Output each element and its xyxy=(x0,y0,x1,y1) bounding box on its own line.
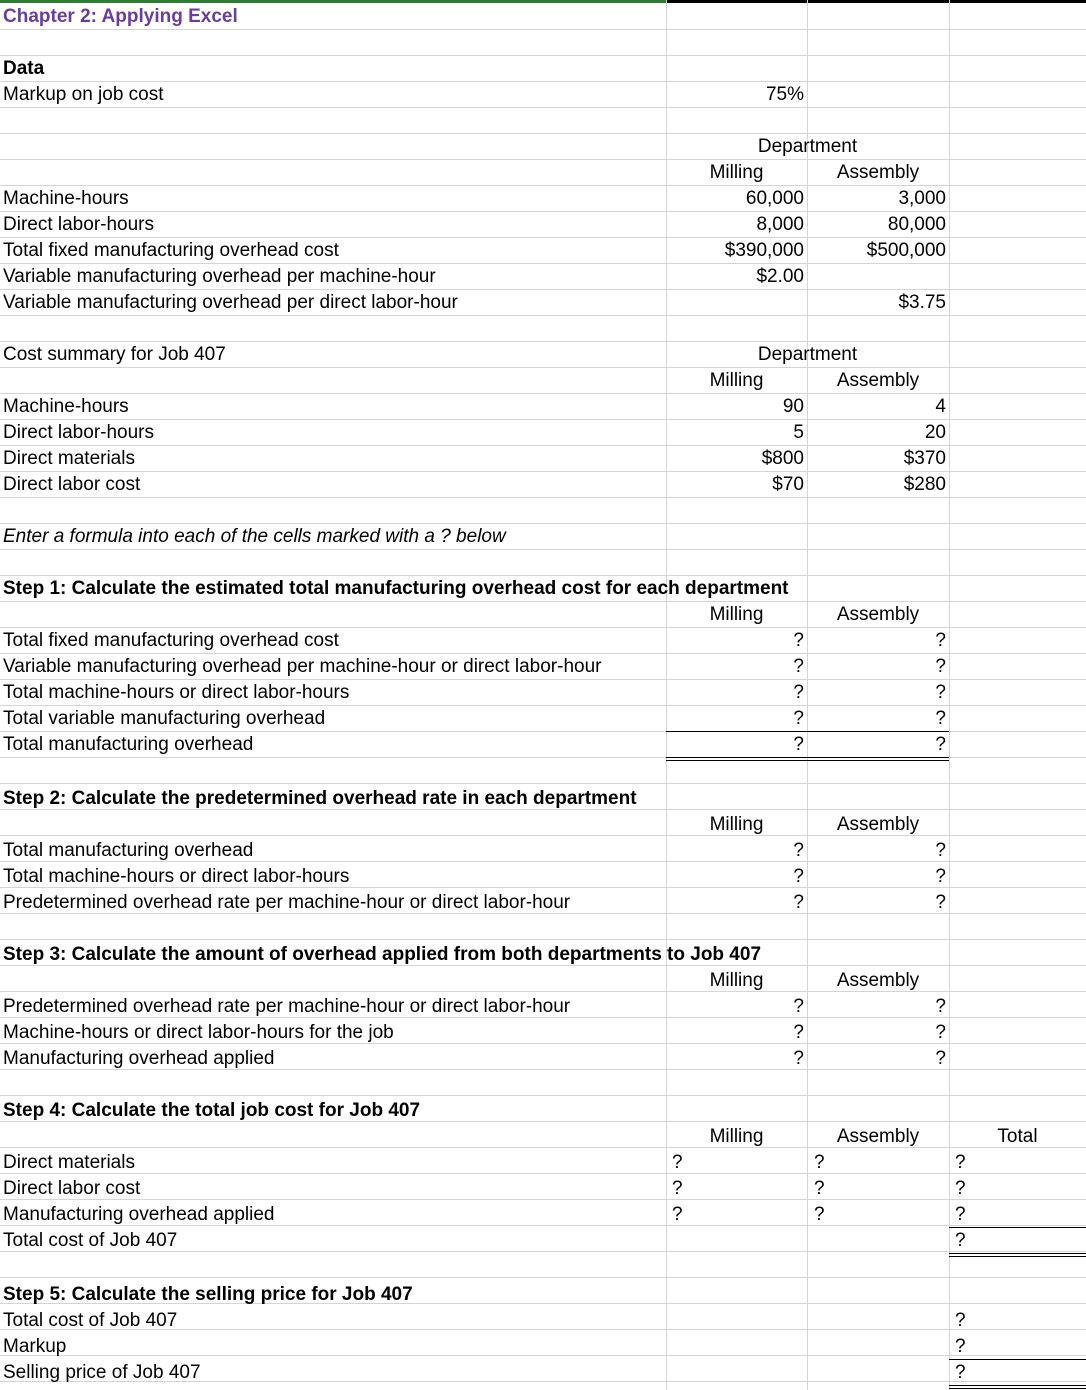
instruction-text: Enter a formula into each of the cells marked with a ? below xyxy=(3,526,506,547)
step2-milling-cell[interactable]: ? xyxy=(793,892,804,913)
step1-total-double-underline xyxy=(666,757,949,761)
step1-row-label: Total machine-hours or direct labor-hours xyxy=(3,682,350,703)
step1-sum-underline xyxy=(666,731,949,732)
step3-assembly-cell[interactable]: ? xyxy=(935,1022,946,1043)
step2-heading: Step 2: Calculate the predetermined overhead rate in each department xyxy=(3,788,637,809)
dept-row-milling-cell[interactable]: $390,000 xyxy=(724,240,804,261)
step2-row-label: Total machine-hours or direct labor-hours xyxy=(3,866,350,887)
step1-assembly-cell[interactable]: ? xyxy=(935,708,946,729)
dept-row-label: Total fixed manufacturing overhead cost xyxy=(3,240,339,261)
step3-milling-cell[interactable]: ? xyxy=(793,996,804,1017)
cost-row-milling-cell[interactable]: 5 xyxy=(793,422,804,443)
step4-milling-header: Milling xyxy=(709,1126,764,1147)
cost-row-assembly-cell[interactable]: $280 xyxy=(903,474,946,495)
step4-row-label: Total cost of Job 407 xyxy=(3,1230,178,1251)
step3-row-label: Machine-hours or direct labor-hours for the job xyxy=(3,1022,394,1043)
step4-total-header: Total xyxy=(997,1126,1038,1147)
cost-row-assembly-cell[interactable]: $370 xyxy=(903,448,946,469)
step1-milling-cell[interactable]: ? xyxy=(793,656,804,677)
dept-row-milling-cell[interactable]: 60,000 xyxy=(745,188,804,209)
cost-row-label: Direct labor-hours xyxy=(3,422,154,443)
grid-row-line xyxy=(0,55,1086,56)
step3-heading: Step 3: Calculate the amount of overhead applied from both departments to Job 407 xyxy=(3,944,762,965)
step4-milling-cell[interactable]: ? xyxy=(672,1152,683,1173)
grid-row-line xyxy=(0,939,1086,940)
step1-row-label: Variable manufacturing overhead per machine-hour or direct labor-hour xyxy=(3,656,602,677)
cost-row-assembly-cell[interactable]: 4 xyxy=(935,396,946,417)
step1-row-label: Total manufacturing overhead xyxy=(3,734,254,755)
cost-summary-heading: Cost summary for Job 407 xyxy=(3,344,226,365)
dept-row-label: Direct labor-hours xyxy=(3,214,154,235)
step1-milling-cell[interactable]: ? xyxy=(793,630,804,651)
step4-assembly-cell[interactable]: ? xyxy=(814,1178,825,1199)
step1-heading: Step 1: Calculate the estimated total manufacturing overhead cost for each department xyxy=(3,578,789,599)
step4-heading: Step 4: Calculate the total job cost for Job 407 xyxy=(3,1100,421,1121)
cost-row-label: Direct labor cost xyxy=(3,474,141,495)
step2-milling-cell[interactable]: ? xyxy=(793,866,804,887)
step3-milling-cell[interactable]: ? xyxy=(793,1048,804,1069)
step4-row-label: Direct materials xyxy=(3,1152,135,1173)
cost-row-milling-cell[interactable]: $800 xyxy=(761,448,804,469)
step4-row-label: Manufacturing overhead applied xyxy=(3,1204,275,1225)
step4-assembly-cell[interactable]: ? xyxy=(814,1204,825,1225)
step5-heading: Step 5: Calculate the selling price for Job 407 xyxy=(3,1284,413,1305)
step3-row-label: Manufacturing overhead applied xyxy=(3,1048,275,1069)
step1-milling-cell[interactable]: ? xyxy=(793,708,804,729)
step5-total-double-underline xyxy=(949,1385,1086,1389)
sheet-title: Chapter 2: Applying Excel xyxy=(3,6,238,27)
dept-row-milling-cell[interactable]: 8,000 xyxy=(756,214,804,235)
step2-assembly-cell[interactable]: ? xyxy=(935,892,946,913)
cost-milling-header: Milling xyxy=(709,370,764,391)
step3-assembly-cell[interactable]: ? xyxy=(935,996,946,1017)
grid-row-line xyxy=(0,1095,1086,1096)
step4-total-cell[interactable]: ? xyxy=(955,1178,966,1199)
step2-assembly-cell[interactable]: ? xyxy=(935,866,946,887)
step3-assembly-cell[interactable]: ? xyxy=(935,1048,946,1069)
dept-milling-header: Milling xyxy=(709,162,764,183)
grid-row-line xyxy=(0,1355,1086,1356)
step4-sum-underline xyxy=(949,1227,1086,1228)
cost-assembly-header: Assembly xyxy=(836,370,920,391)
step3-milling-header: Milling xyxy=(709,970,764,991)
dept-row-milling-cell[interactable] xyxy=(666,290,807,316)
markup-label: Markup on job cost xyxy=(3,84,164,105)
dept-row-label: Variable manufacturing overhead per machine-hour xyxy=(3,266,436,287)
step1-milling-cell[interactable]: ? xyxy=(793,734,804,755)
step5-value-cell[interactable]: ? xyxy=(955,1362,966,1383)
step4-row-label: Direct labor cost xyxy=(3,1178,141,1199)
step4-milling-cell[interactable]: ? xyxy=(672,1204,683,1225)
dept-row-assembly-cell[interactable] xyxy=(807,264,949,290)
step1-row-label: Total variable manufacturing overhead xyxy=(3,708,326,729)
dept-row-milling-cell[interactable]: $2.00 xyxy=(756,266,804,287)
top-border-black xyxy=(666,0,1086,3)
step5-row-label: Selling price of Job 407 xyxy=(3,1362,201,1383)
step1-row-label: Total fixed manufacturing overhead cost xyxy=(3,630,339,651)
step4-assembly-cell[interactable]: ? xyxy=(814,1152,825,1173)
grid-row-line xyxy=(0,783,1086,784)
top-border-green xyxy=(0,0,666,3)
dept-row-assembly-cell[interactable]: $500,000 xyxy=(866,240,946,261)
dept-row-assembly-cell[interactable]: 80,000 xyxy=(887,214,946,235)
dept-row-label: Variable manufacturing overhead per direct labor-hour xyxy=(3,292,458,313)
step4-total-double-underline xyxy=(949,1253,1086,1257)
cost-row-assembly-cell[interactable]: 20 xyxy=(924,422,946,443)
step5-sum-underline xyxy=(949,1359,1086,1360)
grid-row-line xyxy=(0,1277,1086,1278)
cost-row-label: Machine-hours xyxy=(3,396,129,417)
step3-milling-cell[interactable]: ? xyxy=(793,1022,804,1043)
step5-value-cell[interactable]: ? xyxy=(955,1336,966,1357)
step1-assembly-cell[interactable]: ? xyxy=(935,734,946,755)
cost-row-milling-cell[interactable]: 90 xyxy=(782,396,804,417)
step1-assembly-cell[interactable]: ? xyxy=(935,656,946,677)
step2-row-label: Predetermined overhead rate per machine-hour or direct labor-hour xyxy=(3,892,571,913)
step2-assembly-cell[interactable]: ? xyxy=(935,840,946,861)
step5-row-label: Total cost of Job 407 xyxy=(3,1310,178,1331)
dept-row-label: Machine-hours xyxy=(3,188,129,209)
step2-row-label: Total manufacturing overhead xyxy=(3,840,254,861)
cost-row-label: Direct materials xyxy=(3,448,135,469)
cost-dept-header: Department xyxy=(757,344,858,365)
step3-assembly-header: Assembly xyxy=(836,970,920,991)
step4-total-cell[interactable]: ? xyxy=(955,1204,966,1225)
step1-assembly-cell[interactable]: ? xyxy=(935,630,946,651)
dept-assembly-header: Assembly xyxy=(836,162,920,183)
cost-row-milling-cell[interactable]: $70 xyxy=(772,474,804,495)
step2-assembly-header: Assembly xyxy=(836,814,920,835)
step4-assembly-header: Assembly xyxy=(836,1126,920,1147)
dept-row-assembly-cell[interactable]: 3,000 xyxy=(898,188,946,209)
step2-milling-cell[interactable]: ? xyxy=(793,840,804,861)
dept-row-assembly-cell[interactable]: $3.75 xyxy=(898,292,946,313)
dept-header: Department xyxy=(757,136,858,157)
step2-milling-header: Milling xyxy=(709,814,764,835)
step5-row-label: Markup xyxy=(3,1336,67,1357)
step1-milling-header: Milling xyxy=(709,604,764,625)
step4-total-cell[interactable]: ? xyxy=(955,1230,966,1251)
step1-milling-cell[interactable]: ? xyxy=(793,682,804,703)
step4-total-cell[interactable]: ? xyxy=(955,1152,966,1173)
markup-value-cell[interactable]: 75% xyxy=(765,84,804,105)
step1-assembly-header: Assembly xyxy=(836,604,920,625)
data-heading: Data xyxy=(3,58,45,79)
step1-assembly-cell[interactable]: ? xyxy=(935,682,946,703)
step3-row-label: Predetermined overhead rate per machine-hour or direct labor-hour xyxy=(3,996,571,1017)
step4-milling-cell[interactable]: ? xyxy=(672,1178,683,1199)
step5-value-cell[interactable]: ? xyxy=(955,1310,966,1331)
